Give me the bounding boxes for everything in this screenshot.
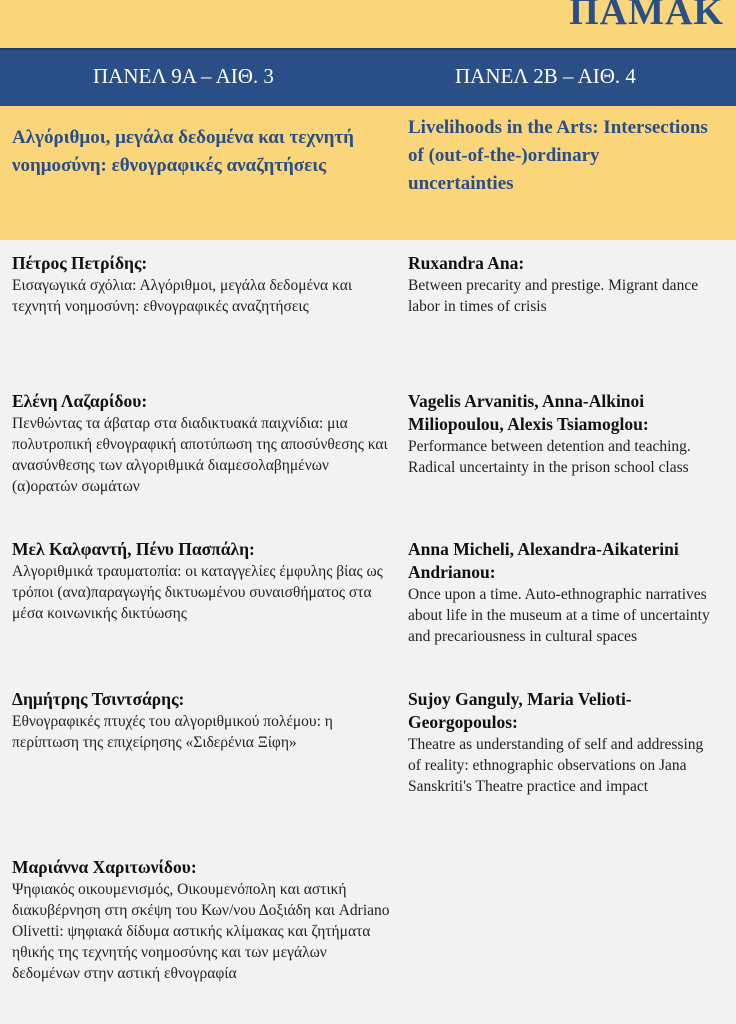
presenter-name: Ελένη Λαζαρίδου: xyxy=(12,391,148,411)
talk-title: Theatre as understanding of self and addressing of reality: ethnographic observations on Jana Sanskriti's Theatre practice and impact xyxy=(408,736,704,795)
talk-title: Εθνογραφικές πτυχές του αλγοριθμικού πολέμου: η περίπτωση της επιχείρησης «Σιδερένια Ξίφη» xyxy=(12,713,333,751)
talk-title: Performance between detention and teaching. Radical uncertainty in the prison school class xyxy=(408,438,691,476)
presenter-name: Anna Micheli, Alexandra-Aikaterini Andrianou: xyxy=(408,539,679,582)
list-item xyxy=(12,390,390,497)
panel-title-bar xyxy=(0,106,736,240)
panel-header-bar xyxy=(0,48,736,106)
talk-title: Ψηφιακός οικουμενισμός, Οικουμενόπολη και αστική διακυβέρνηση στη σκέψη του Κων/νου Δοξιάδη και Adriano Olivetti: ψηφιακά δίδυμα αστικής κλίμακας και ζητήματα ηθικής της τεχνητής νοημοσύνης και των μεγάλων δεδομένων στην αστική εθνογραφία xyxy=(12,881,390,982)
list-item xyxy=(408,688,708,797)
brand-logo-text: ΠΑΜΑΚ xyxy=(569,0,724,33)
presenter-name: Δημήτρης Τσιντσάρης: xyxy=(12,689,185,709)
talk-title: Once upon a time. Auto-ethnographic narratives about life in the museum at a time of uncertainty and precariousness in cultural spaces xyxy=(408,586,710,645)
presenter-name: Πέτρος Πετρίδης: xyxy=(12,253,148,273)
list-item xyxy=(408,390,718,478)
presenter-name: Μαριάννα Χαριτωνίδου: xyxy=(12,857,197,877)
panel-2b-title: Livelihoods in the Arts: Intersections of (out-of-the-)ordinary uncertainties xyxy=(408,117,708,194)
panel-9a-title: Αλγόριθμοι, μεγάλα δεδομένα και τεχνητή νοημοσύνη: εθνογραφικές αναζητήσεις xyxy=(12,127,354,176)
list-item xyxy=(12,856,390,984)
talk-title: Between precarity and prestige. Migrant dance labor in times of crisis xyxy=(408,277,699,315)
talk-title: Αλγοριθμικά τραυματοπία: οι καταγγελίες έμφυλης βίας ως τρόποι (ανα)παραγωγής δικτυωμένου συναισθήματος στα μέσα κοινωνικής δικτύωσης xyxy=(12,563,383,622)
list-item xyxy=(12,688,390,753)
list-item xyxy=(12,252,390,317)
presenter-name: Sujoy Ganguly, Maria Velioti-Georgopoulos: xyxy=(408,689,632,732)
list-item xyxy=(408,538,724,647)
panel-2b-label: ΠΑΝΕΛ 2Β – ΑΙΘ. 4 xyxy=(455,64,636,88)
list-item xyxy=(12,538,390,624)
talk-title: Εισαγωγικά σχόλια: Αλγόριθμοι, μεγάλα δεδομένα και τεχνητή νοημοσύνη: εθνογραφικές αναζητήσεις xyxy=(12,277,353,315)
presenter-name: Vagelis Arvanitis, Anna-Alkinoi Miliopoulou, Alexis Tsiamoglou: xyxy=(408,391,649,434)
list-item xyxy=(408,252,718,317)
presenter-name: Μελ Καλφαντή, Πένυ Πασπάλη: xyxy=(12,539,255,559)
talk-title: Πενθώντας τα άβαταρ στα διαδικτυακά παιχνίδια: μια πολυτροπική εθνογραφική αποτύπωση της αποσύνθεσης και ανασύνθεσης των αλγοριθμικά διαμεσολαβημένων (α)ορατών σωμάτων xyxy=(12,415,388,495)
presenter-name: Ruxandra Ana: xyxy=(408,253,525,273)
panel-9a-label: ΠΑΝΕΛ 9Α – ΑΙΘ. 3 xyxy=(93,64,274,88)
top-banner xyxy=(0,0,736,48)
